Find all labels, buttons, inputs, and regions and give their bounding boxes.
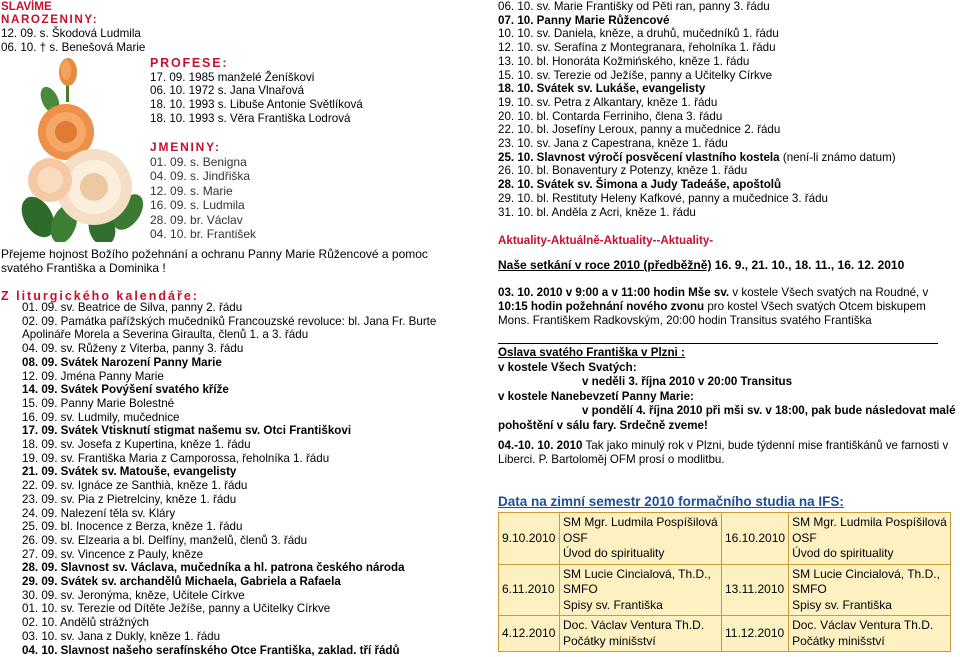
narozeniny-section — [1, 13, 145, 55]
calendar-item: 18. 09. sv. Josefa z Kupertina, kněze 1. řádu — [22, 438, 251, 452]
narozeniny-item: 06. 10. † s. Benešová Marie — [1, 41, 146, 54]
announcement-roudna — [498, 286, 953, 329]
calendar-item: 07. 10. Panny Marie Růžencové — [498, 13, 670, 27]
rose-bud — [59, 58, 77, 86]
cell-line: OSF — [563, 530, 588, 545]
jmeniny-section — [150, 140, 256, 242]
profese-item: 17. 09. 1985 manželé Ženíškovi — [150, 70, 315, 84]
calendar-item: 14. 09. Svátek Povýšení svatého kříže — [22, 383, 229, 397]
cell-line: Spisy sv. Františka — [563, 597, 663, 612]
calendar-item: 01. 09. sv. Beatrice de Silva, panny 2. řádu — [22, 301, 243, 314]
profese-item: 18. 10. 1993 s. Libuše Antonie Světlíková — [150, 98, 363, 112]
cell-line: SM Mgr. Ludmila Pospíšilová — [792, 515, 947, 529]
announcement-liberec-rest: Tak jako minulý rok v Plzni, bude týdenní mise františkánů ve farnosti v Liberci. P. Bartoloměj OFM prosí o modlitbu. — [498, 439, 949, 467]
calendar-item: 23. 09. sv. Pia z Pietrelciny, kněze 1. řádu — [22, 492, 237, 506]
calendar-list — [22, 301, 477, 657]
table-cell-date: 11.12.2010 — [722, 616, 789, 652]
roses-illustration — [20, 52, 148, 242]
cell-line: Počátky minišství — [563, 633, 656, 648]
calendar-item: 15. 10. sv. Terezie od Ježíše, panny a Učitelky Církve — [498, 68, 773, 82]
table-cell-info — [560, 616, 722, 652]
cell-line: Spisy sv. Františka — [792, 597, 892, 612]
announcement-liberec-bold: 04.-10. 10. 2010 — [498, 439, 583, 452]
table-row — [499, 616, 951, 652]
jmeniny-item: 28. 09. br. Václav — [150, 212, 243, 227]
oslava-invite: pohoštění v sálu fary. Srdečně zveme! — [498, 418, 708, 432]
calendar-item: 29. 09. Svátek sv. archandělů Michaela, Gabriela a Rafaela — [22, 575, 341, 589]
calendar-item: 12. 10. sv. Serafína z Montegranara, řeholníka 1. řádu — [498, 41, 776, 55]
rose-peach — [28, 158, 72, 202]
table-cell-info — [789, 616, 951, 652]
narozeniny-heading: NAROZENINY: — [1, 13, 99, 26]
profese-item: 18. 10. 1993 s. Věra Františka Lodrová — [150, 111, 351, 125]
cell-line: SMFO — [792, 582, 827, 596]
oslava-divider — [498, 343, 938, 344]
calendar-item: 02. 09. Památka pařížských mučedníků Francouzské revoluce: bl. Jana Fr. Burte Apolináře Morela a Severina Giraulta, členů 1. a 3. řádu — [22, 314, 437, 342]
jmeniny-item: 01. 09. s. Benigna — [150, 154, 247, 169]
jmeniny-item: 12. 09. s. Marie — [150, 183, 233, 198]
announcement-roudna-mid: v kostele Všech svatých na Roudné, v — [729, 286, 929, 299]
oslava-church-1: v kostele Všech Svatých: — [498, 360, 637, 374]
cell-line: Úvod do spirituality — [563, 546, 665, 560]
calendar-item — [498, 151, 896, 165]
jmeniny-item: 16. 09. s. Ludmila — [150, 198, 245, 212]
calendar-item: 16. 09. sv. Ludmily, mučednice — [22, 410, 180, 424]
announcement-liberec — [498, 439, 953, 467]
calendar-item: 26. 09. sv. Elzearia a bl. Delfíny, manželů, členů 3. řádu — [22, 533, 308, 547]
announcement-roudna-rest: pro kostel Všech svatých Otcem biskupem Mons. Františkem Radkovským, 20:00 hodin Transitus svatého Františka — [498, 300, 926, 328]
profese-heading: PROFESE: — [150, 56, 229, 70]
calendar-item: 18. 10. Svátek sv. Lukáše, evangelisty — [498, 82, 706, 96]
oslava-time-1: v neděli 3. října 2010 v 20:00 Transitus — [582, 375, 793, 388]
calendar-item-bold: 25. 10. Slavnost výročí posvěcení vlastního kostela — [498, 150, 780, 164]
wish-text: Přejeme hojnost Božího požehnání a ochranu Panny Marie Růžencové a pomoc svatého Františka a Dominika ! — [1, 247, 428, 275]
cell-line: SM Lucie Cincialová, Th.D., — [563, 566, 711, 581]
aktuality-heading: Aktuality-Aktuálně-Aktuality--Aktuality- — [498, 234, 714, 247]
oslava-box — [498, 346, 956, 433]
jmeniny-heading: JMENINY: — [150, 140, 221, 154]
calendar-item: 04. 09. sv. Růženy z Viterba, panny 3. řádu — [22, 342, 244, 356]
calendar-item: 22. 09. sv. Ignáce ze Santhià, kněze 1. řádu — [22, 479, 248, 493]
calendar-item: 28. 10. Svátek sv. Šimona a Judy Tadeáše, apoštolů — [498, 178, 782, 192]
table-row — [499, 513, 951, 565]
cell-line: SM Mgr. Ludmila Pospíšilová — [563, 515, 718, 529]
calendar-item: 24. 09. Nalezení těla sv. Kláry — [22, 506, 176, 520]
ifs-schedule-table — [498, 512, 951, 652]
table-cell-info — [789, 513, 951, 565]
table-row — [499, 564, 951, 616]
calendar-item: 17. 09. Svátek Vtisknutí stigmat našemu sv. Otci Františkovi — [22, 424, 352, 438]
cell-line: SM Lucie Cincialová, Th.D., — [792, 566, 940, 581]
calendar-item: 12. 09. Jména Panny Marie — [22, 369, 164, 383]
table-cell-info — [560, 513, 722, 565]
table-cell-info — [560, 564, 722, 616]
calendar-item: 02. 10. Andělů strážných — [22, 616, 149, 630]
calendar-item: 25. 09. bl. Inocence z Berza, kněze 1. řádu — [22, 520, 243, 534]
table-cell-date: 6.11.2010 — [499, 564, 560, 616]
calendar-item: 21. 09. Svátek sv. Matouše, evangelisty — [22, 465, 237, 479]
calendar-item: 28. 09. Slavnost sv. Václava, mučedníka a hl. patrona českého národa — [22, 561, 405, 575]
table-cell-date: 9.10.2010 — [499, 513, 560, 565]
calendar-item: 19. 09. sv. Františka Maria z Camporossa, řeholníka 1. řádu — [22, 451, 330, 465]
profese-item: 06. 10. 1972 s. Jana Vlnařová — [150, 84, 305, 98]
announcement-roudna-bold2: 10:15 hodin požehnání nového zvonu — [498, 300, 705, 314]
slavime-heading: SLAVÍME — [1, 0, 52, 13]
cell-line: Úvod do spirituality — [792, 546, 894, 560]
calendar-item: 08. 09. Svátek Narození Panny Marie — [22, 355, 222, 369]
calendar-item: 31. 10. bl. Anděla z Acri, kněze 1. řádu — [498, 205, 696, 219]
calendar-item: 22. 10. bl. Josefíny Leroux, panny a mučednice 2. řádu — [498, 123, 781, 137]
meeting-label: Naše setkání v roce 2010 (předběžně) — [498, 258, 712, 272]
jmeniny-item: 04. 10. br. František — [150, 227, 257, 241]
calendar-item: 01. 10. sv. Terezie od Dítěte Ježíše, panny a Učitelky Církve — [22, 602, 331, 616]
calendar-heading: Z liturgického kalendáře: — [1, 289, 199, 303]
calendar-item-suffix: (není-li známo datum) — [779, 150, 896, 164]
narozeniny-item: 12. 09. s. Škodová Ludmila — [1, 27, 141, 40]
calendar-item: 26. 10. bl. Bonaventury z Potenzy, kněze 1. řádu — [498, 164, 748, 178]
announcement-roudna-bold: 03. 10. 2010 v 9:00 a v 11:00 hodin Mše sv. — [498, 286, 730, 299]
table-cell-date: 16.10.2010 — [722, 513, 789, 565]
meeting-dates: 16. 9., 21. 10., 18. 11., 16. 12. 2010 — [711, 258, 905, 272]
calendar-item: 03. 10. sv. Jana z Dukly, kněze 1. řádu — [22, 629, 221, 643]
table-cell-info — [789, 564, 951, 616]
calendar-item: 23. 10. sv. Jana z Capestrana, kněze 1. řádu — [498, 137, 728, 151]
cell-line: OSF — [792, 530, 817, 545]
table-cell-date: 13.11.2010 — [722, 564, 789, 616]
cell-line: Počátky minišství — [792, 633, 885, 648]
cell-line: Doc. Václav Ventura Th.D. — [563, 618, 705, 632]
calendar-item: 30. 09. sv. Jeronýma, kněze, Učitele Církve — [22, 588, 245, 602]
table-cell-date: 4.12.2010 — [499, 616, 560, 652]
oslava-time-2: v pondělí 4. října 2010 při mši sv. v 18:00, pak bude následovat malé — [582, 404, 956, 417]
calendar-item: 15. 09. Panny Marie Bolestné — [22, 396, 175, 410]
jmeniny-item: 04. 09. s. Jindřiška — [150, 169, 251, 183]
cell-line: SMFO — [563, 582, 598, 596]
ifs-heading: Data na zimní semestr 2010 formačního studia na IFS: — [498, 494, 844, 509]
calendar-item: 19. 10. sv. Petra z Alkantary, kněze 1. řádu — [498, 95, 718, 109]
meeting-line — [498, 259, 904, 273]
calendar-item: 27. 09. sv. Vincence z Pauly, kněze — [22, 547, 204, 561]
calendar-item: 06. 10. sv. Marie Františky od Pěti ran, panny 3. řádu — [498, 0, 770, 13]
profese-section — [150, 57, 363, 126]
calendar-item: 10. 10. sv. Daniela, kněze, a druhů, mučedníků 1. řádu — [498, 27, 779, 41]
oslava-church-2: v kostele Nanebevzetí Panny Marie: — [498, 389, 694, 403]
calendar-list-continued — [498, 0, 896, 219]
calendar-item: 13. 10. bl. Honoráta Kožmińského, kněze 1. řádu — [498, 54, 750, 68]
calendar-item: 04. 10. Slavnost našeho serafínského Otce Františka, zaklad. tří řádů — [22, 643, 400, 657]
oslava-title: Oslava svatého Františka v Plzni : — [498, 346, 685, 359]
right-column — [484, 0, 960, 655]
calendar-item: 20. 10. bl. Contarda Ferriniho, člena 3. řádu — [498, 109, 723, 123]
calendar-item: 29. 10. bl. Restituty Heleny Kafkové, panny a mučednice 3. řádu — [498, 191, 828, 205]
cell-line: Doc. Václav Ventura Th.D. — [792, 618, 934, 632]
